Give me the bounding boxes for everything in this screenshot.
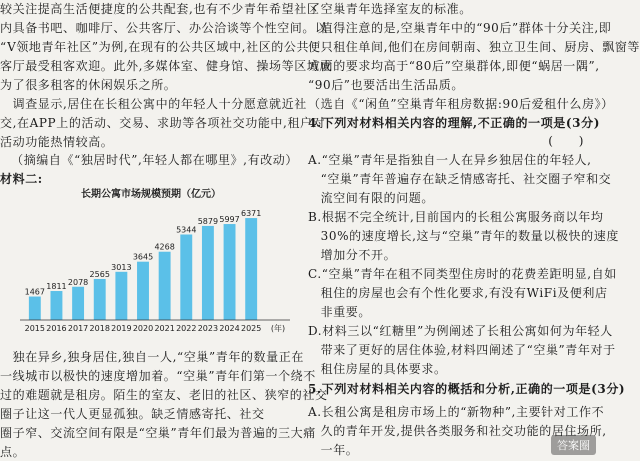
bar-2020 [137,262,149,320]
x-tick-label: 2023 [197,324,219,333]
option-a: A.长租公寓是租房市场上的“新物种”,主要针对工作不 [308,405,605,419]
paragraph-line: 交,在APP上的活动、交易、求助等各项社交功能中,租户对 [0,116,326,130]
option-b-cont: 30%的速度增长,这与“空巢”青年的数量以极快的速度 [308,229,619,243]
x-tick-label: 2016 [46,324,67,333]
option-b: B.根据不完全统计,目前国内的长租公寓服务商以年均 [308,210,604,224]
question-4-stem: 4.下列对材料相关内容的理解,不正确的一项是(3分) [308,116,601,130]
data-label: 4268 [154,242,175,252]
paragraph-line: 较关注提高生活便捷度的公共配套,也有不少青年希望社区 [0,2,320,16]
bar-2025 [245,218,257,320]
x-tick-label: 2020 [132,324,154,333]
paragraph-line: “V领地青年社区”为例,在现有的公共区域中,社区的公共 [0,40,310,54]
x-tick-label: 2019 [111,324,132,333]
option-c-cont: 非重要。 [308,305,372,319]
paragraph-line: 值得注意的是,空巢青年中的“90后”群体十分关注,即 [308,21,612,35]
bar-chart [0,186,302,338]
paragraph-line: “90后”也要活出生活品质。 [308,78,464,92]
question-5-stem: 5.下列对材料相关内容的概括和分析,正确的一项是(3分) [308,382,626,396]
paragraph-line: 过的难题就是租房。陌生的室友、老旧的社区、狭窄的社交 [0,388,328,402]
paragraph-line: 圈子窄、交流空间有限是“空巢”青年们最为普遍的三大痛 [0,426,316,440]
bar-2023 [202,226,214,320]
option-d-cont: 带来了更好的居住体验,材料四阐述了“空巢”青年对于 [308,343,616,357]
x-axis-unit: (年) [270,324,286,333]
x-tick-label: 2024 [219,324,240,333]
option-a-cont: 久的青年开发,提供各类服务和社交功能的居住场所, [308,424,607,438]
chart-title: 长期公寓市场规模预期（亿元） [81,189,221,200]
material-2-label: 材料二: [0,172,43,186]
option-a-cont: “空巢”青年普遍存在缺乏情感寄托、社交圈子窄和交 [308,172,612,186]
bar-2018 [94,279,106,320]
paragraph-line: 内具备书吧、咖啡厅、公共客厅、办公洽谈等个性空间。以 [0,21,328,35]
paragraph-line: 圈子让这一代人更显孤独。缺乏情感寄托、社交 [0,407,265,421]
x-tick-label: 2018 [89,324,110,333]
data-label: 3013 [111,262,132,272]
data-label: 5997 [219,215,240,225]
bar-2017 [72,287,84,320]
data-label: 2565 [89,269,110,279]
bar-2016 [51,291,63,320]
bar-2015 [29,297,41,320]
bar-2019 [115,272,127,320]
option-d-cont: 租住房屋的具体要求。 [308,362,447,376]
x-tick-label: 2015 [24,324,45,333]
data-label: 1811 [46,282,67,292]
option-a-cont: 一年。 [308,443,359,457]
paragraph-line: 方面的要求均高于“80后”空巢群体,即便“蜗居一隅”, [308,59,600,73]
x-tick-label: 2021 [154,324,175,333]
option-d: D.材料三以“红糖里”为例阐述了长租公寓如何为年轻人 [308,324,613,338]
watermark-logo: 答案圈 [551,435,596,455]
answer-blank: ( ) [548,134,584,148]
paragraph-line: 为了很多租客的休闲娱乐之所。 [0,78,177,92]
x-tick-label: 2017 [67,324,89,333]
paragraph-line: 活动功能热情较高。 [0,135,114,149]
option-b-cont: 增加分不开。 [308,248,397,262]
bars-group [25,209,285,333]
source-citation: （选自《“闲鱼”空巢青年租房数据:90后爱租什么房》） [308,97,614,111]
x-tick-label: 2022 [176,324,197,333]
bar-2022 [180,234,192,320]
option-a: A.“空巢”青年是指独自一人在异乡独居住的年轻人, [308,153,592,167]
data-label: 1467 [24,287,45,297]
option-c: C.“空巢”青年在租不同类型住房时的花费差距明显,自如 [308,267,617,281]
data-label: 5879 [197,216,219,226]
paragraph-line: 调查显示,居住在长租公寓中的年轻人十分愿意就近社 [0,97,307,111]
data-label: 3645 [132,252,154,262]
paragraph-line: 一线城市以极快的速度增加着。“空巢”青年们第一个绕不 [0,369,316,383]
data-label: 6371 [241,209,262,219]
option-a-cont: 流空间有限的问题。 [308,191,435,205]
paragraph-line: 便只租住单间,他们在房间朝南、独立卫生间、厨房、飘窗等 [308,40,640,54]
option-c-cont: 租住的房屋也会有个性化要求,有没有WiFi及便利店 [308,286,608,300]
data-label: 5344 [176,225,197,235]
paragraph-line: 了空巢青年选择室友的标准。 [308,2,472,16]
paragraph-line: 独在异乡,独身居住,独自一人,“空巢”青年的数量正在 [0,350,304,364]
data-label: 2078 [67,277,89,287]
source-citation: （摘编自《“独居时代”,年轻人都在哪里》,有改动） [11,153,298,167]
x-tick-label: 2025 [241,324,262,333]
bar-2024 [224,224,236,320]
paragraph-line: 点。 [0,445,26,459]
bar-2021 [159,252,171,320]
chart-svg [0,186,302,338]
paragraph-line: 客厅最受租客欢迎。此外,多媒体室、健身馆、操场等区域成 [0,59,333,73]
